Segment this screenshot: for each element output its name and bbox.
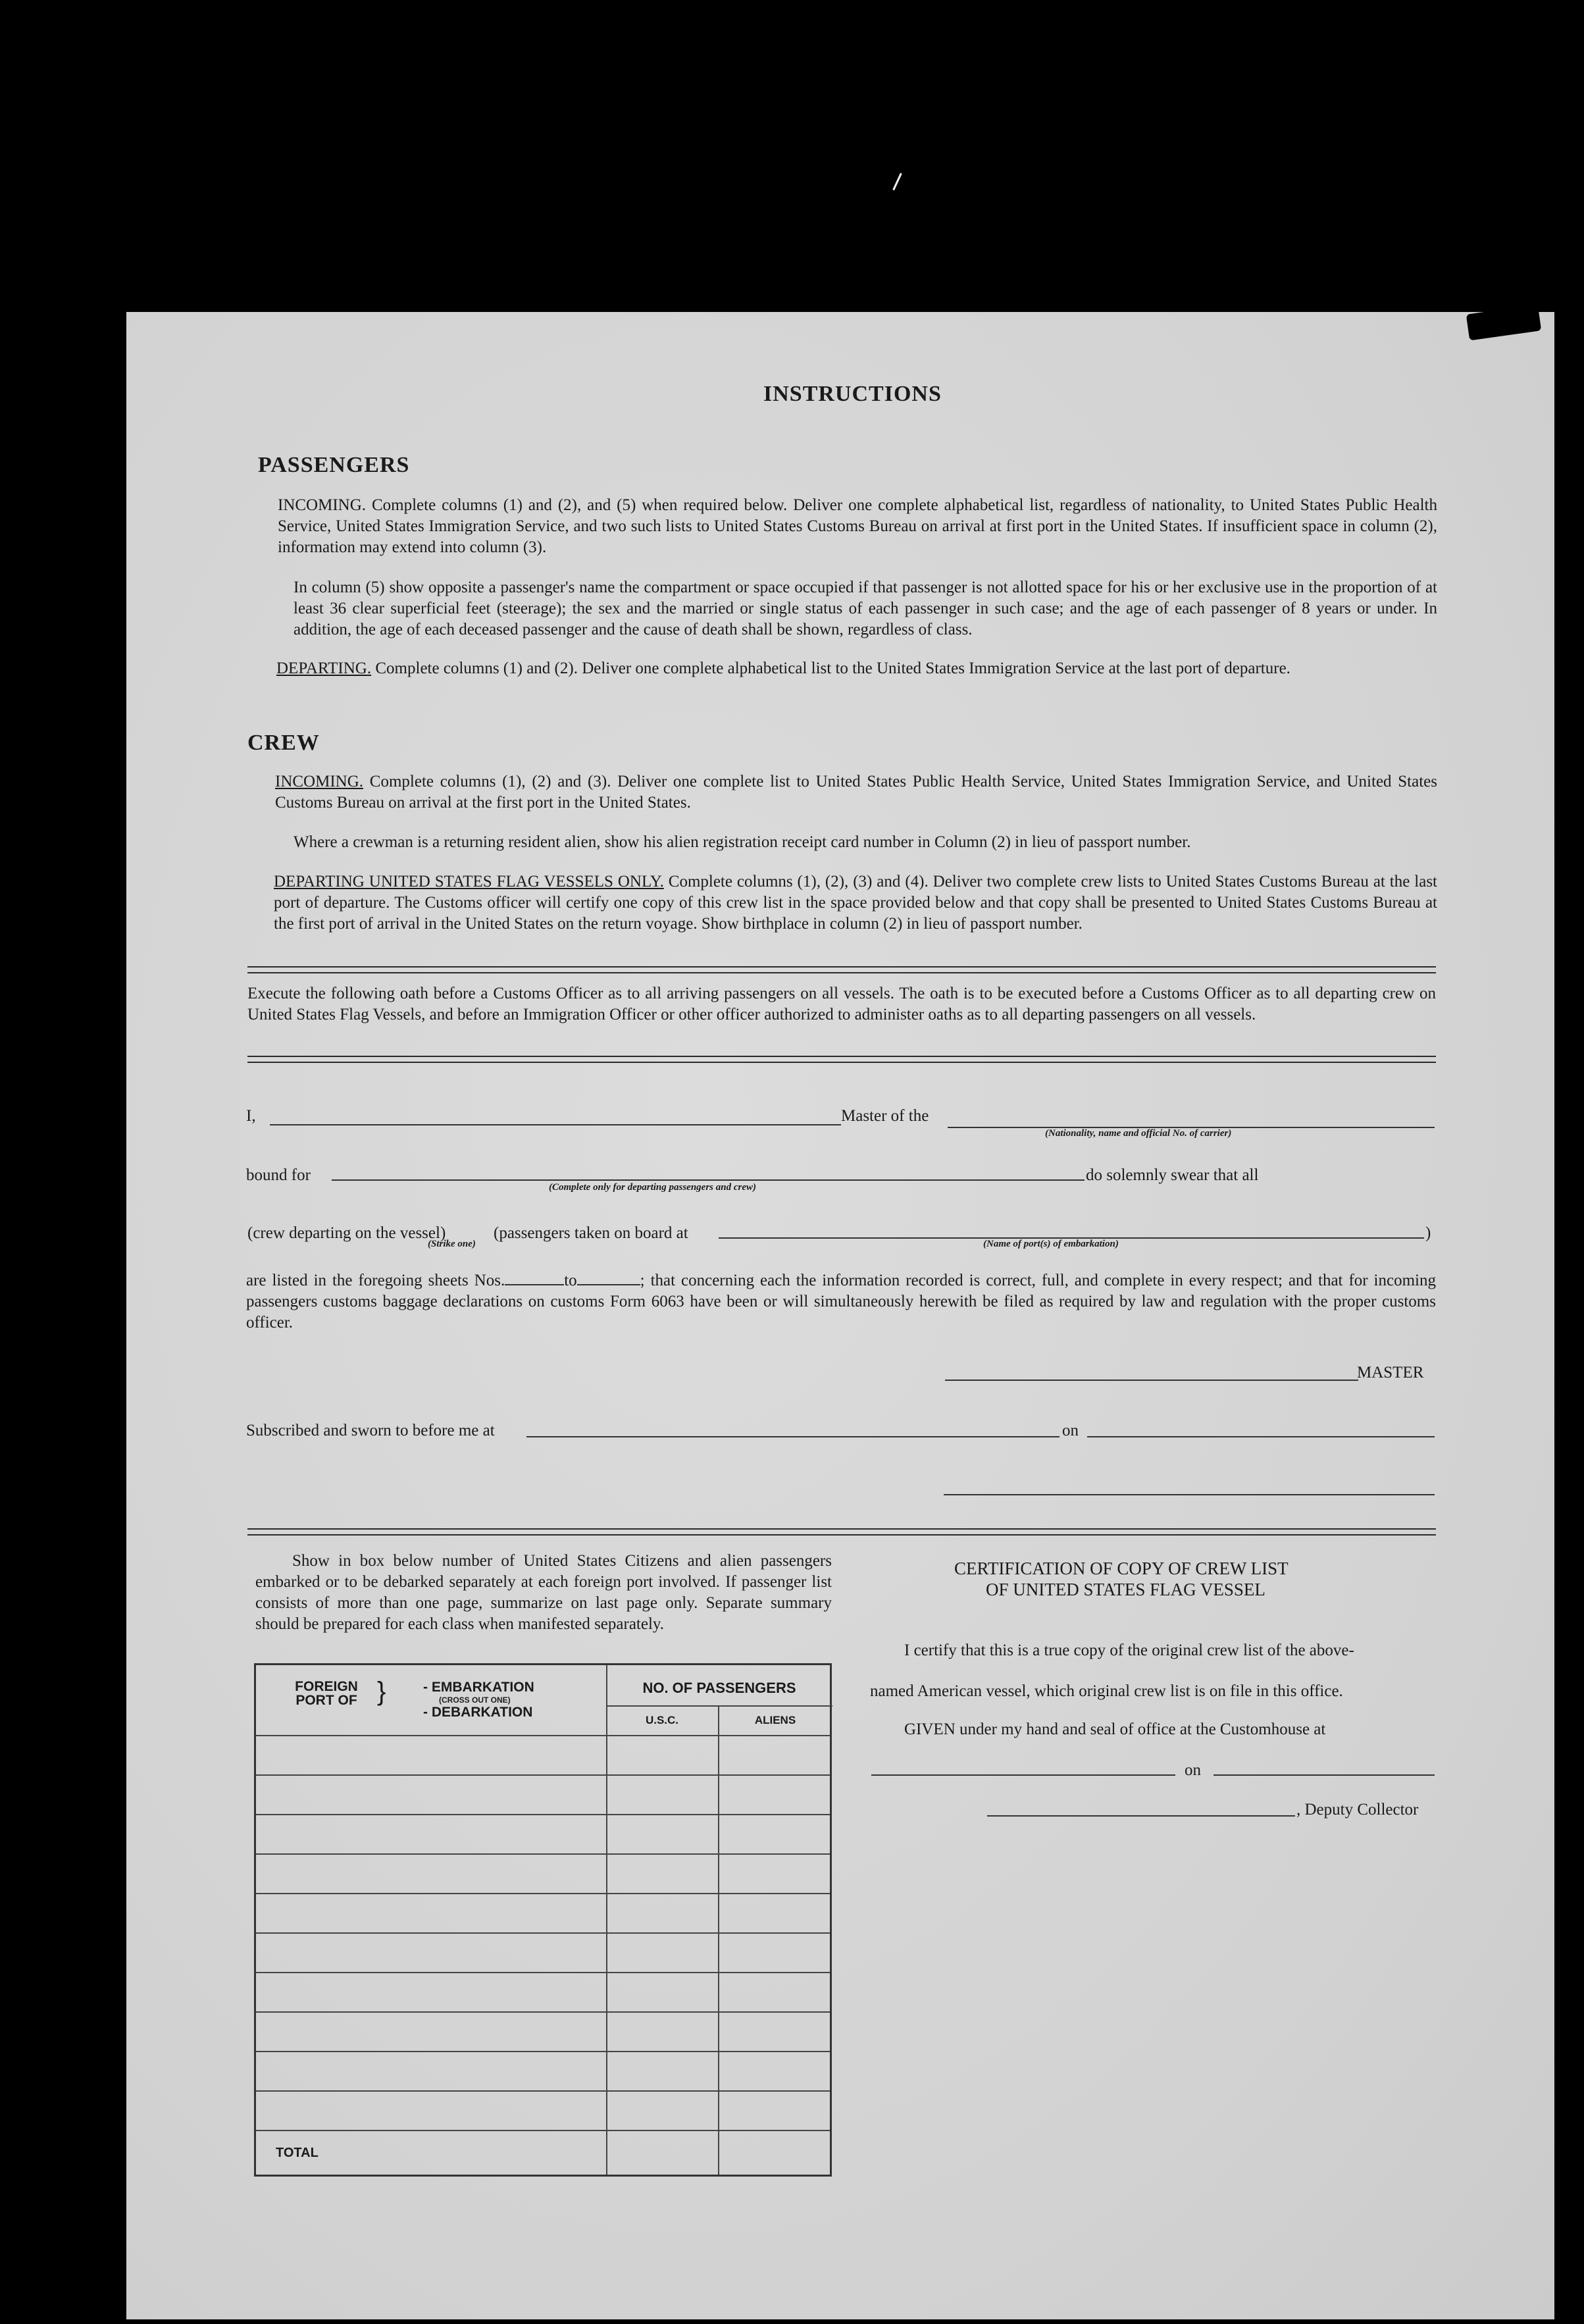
header-split-line [606, 1705, 832, 1707]
table-row[interactable] [256, 2051, 830, 2052]
divider-double [247, 1056, 1436, 1063]
master-name-field[interactable] [270, 1124, 841, 1125]
close-paren: ) [1425, 1224, 1431, 1242]
aliens-header: ALIENS [754, 1714, 796, 1726]
strike-caption: (Strike one) [428, 1239, 476, 1249]
passengers-taken-option: (passengers taken on board at [494, 1224, 688, 1242]
table-row[interactable] [256, 1735, 830, 1736]
section-heading-crew: CREW [247, 731, 320, 755]
certification-title-line1: CERTIFICATION OF COPY OF CREW LIST [954, 1559, 1289, 1578]
table-row[interactable] [256, 1932, 830, 1934]
subscribed-date-field[interactable] [1087, 1436, 1435, 1437]
passengers-incoming-paragraph [278, 495, 1437, 558]
listed-post-text: ; that concerning each the information recorded is correct, full, and complete in every respect; and that for incoming passengers customs baggage declarations on customs Form 6063 have been or will simultaneously herewith be filed as required by law and regulation with the proper customs officer. [246, 1272, 1436, 1331]
master-signature-field[interactable] [945, 1380, 1358, 1381]
subscribed-on-label: on [1062, 1422, 1079, 1439]
passengers-departing-paragraph [276, 658, 1437, 679]
bound-caption: (Complete only for departing passengers and crew) [549, 1182, 756, 1193]
passenger-summary-table [254, 1663, 832, 2177]
listed-pre-text: are listed in the foregoing sheets Nos. [246, 1272, 505, 1289]
oath-i-label: I, [246, 1107, 256, 1125]
passengers-incoming-text: Complete columns (1) and (2), and (5) when required below. Deliver one complete alphabetical list, regardless of nationality, to United States Public Health Service, United States Immigration Service, and two such lists to United States Customs Bureau on arrival at first port in the United States. If insufficient space in column (2), information may extend into column (3). [278, 496, 1438, 556]
bound-for-label: bound for [246, 1166, 311, 1184]
listed-to-text: to [564, 1272, 577, 1289]
ports-caption: (Name of port(s) of embarkation) [983, 1239, 1119, 1249]
sheet-to-field[interactable] [577, 1275, 640, 1285]
table-row[interactable] [256, 1972, 830, 1973]
deputy-signature-field[interactable] [987, 1815, 1295, 1817]
summary-instructions: Show in box below number of United States Citizens and alien passengers embarked or to be debarked separately at each foreign port involved. If passenger list consists of more than one page, summarize on last page only. Separate summary should be prepared for each class when manifested separately. [255, 1552, 832, 1633]
subscribed-place-field[interactable] [526, 1436, 1060, 1437]
master-of-the-label: Master of the [841, 1107, 929, 1125]
debarkation-header: - DEBARKATION [423, 1705, 533, 1720]
scan-mark [892, 173, 902, 191]
subscribed-label: Subscribed and sworn to before me at [246, 1422, 495, 1439]
crew-departing-option: (crew departing on the vessel) [247, 1224, 446, 1242]
passengers-column5-paragraph: In column (5) show opposite a passenger's name the compartment or space occupied if that passenger is not allotted space for his or her exclusive use in the proportion of at least 36 clear superficial feet (steerage); the sex and the married or single status of each passenger in such case; and the age of each passenger of 8 years or under. In addition, the age of each deceased passenger and the cause of death shall be shown, regardless of class. [294, 579, 1437, 638]
usc-header: U.S.C. [645, 1714, 679, 1726]
col-foreign-port-header: FOREIGN PORT OF [295, 1679, 358, 1708]
oath-instructions-paragraph: Execute the following oath before a Customs Officer as to all arriving passengers on all vessels. The oath is to be executed before a Customs Officer as to all departing crew on United States Flag Vessels, and before an Immigration Officer or other officer authorized to administer oaths as to all departing passengers on all vessels. [247, 985, 1436, 1023]
page-title: INSTRUCTIONS [763, 382, 942, 406]
passengers-incoming-label: INCOMING. [278, 496, 367, 514]
section-heading-passengers: PASSENGERS [258, 453, 410, 477]
certification-text-line2: named American vessel, which original crew list is on file in this office. [870, 1682, 1343, 1700]
listed-sheets-paragraph [246, 1270, 1436, 1333]
bound-for-field[interactable] [332, 1179, 1085, 1181]
sheet-from-field[interactable] [505, 1275, 564, 1285]
divider-double [247, 966, 1436, 973]
swear-text: do solemnly swear that all [1086, 1166, 1259, 1184]
crew-resident-paragraph: Where a crewman is a returning resident alien, show his alien registration receipt card number in Column (2) in lieu of passport number. [294, 833, 1191, 851]
table-row[interactable] [256, 1814, 830, 1815]
column-divider [606, 1665, 607, 2175]
crew-incoming-paragraph [275, 771, 1437, 813]
passengers-departing-text: Complete columns (1) and (2). Deliver one complete alphabetical list to the United States Immigration Service at the last port of departure. [375, 659, 1290, 677]
deputy-collector-label: , Deputy Collector [1296, 1801, 1419, 1819]
certification-text-line1: I certify that this is a true copy of the original crew list of the above- [904, 1641, 1354, 1659]
officer-signature-field[interactable] [944, 1494, 1435, 1495]
table-row[interactable] [256, 2011, 830, 2013]
divider-double [247, 1528, 1436, 1536]
table-row[interactable] [256, 1774, 830, 1776]
passengers-departing-label: DEPARTING. [276, 659, 372, 677]
master-label: MASTER [1357, 1364, 1424, 1381]
table-row[interactable] [256, 1853, 830, 1855]
crew-departing-label: DEPARTING UNITED STATES FLAG VESSELS ONLY. [274, 873, 664, 891]
cross-out-note: (CROSS OUT ONE) [439, 1695, 511, 1705]
total-label: TOTAL [276, 2146, 319, 2160]
crew-incoming-text: Complete columns (1), (2) and (3). Deliver one complete list to United States Public Health Service, United States Immigration Service, and United States Customs Bureau on arrival at the first port in the United States. [275, 773, 1437, 812]
brace-icon: } [377, 1677, 386, 1706]
crew-departing-text: Complete columns (1), (2), (3) and (4). Deliver two complete crew lists to United States Customs Bureau at the last port of departure. The Customs officer will certify one copy of this crew list in the space provided below and that copy shall be presented to United States Customs Bureau at the first port of arrival in the United States on the return voyage. Show birthplace in column (2) in lieu of passport number. [274, 873, 1437, 933]
customhouse-field[interactable] [871, 1774, 1175, 1776]
nationality-caption: (Nationality, name and official No. of carrier) [1045, 1128, 1232, 1139]
certification-given-text: GIVEN under my hand and seal of office at the Customhouse at [904, 1720, 1326, 1738]
table-row[interactable] [256, 2090, 830, 2092]
crew-incoming-label: INCOMING. [275, 773, 364, 790]
certification-title-line2: OF UNITED STATES FLAG VESSEL [986, 1580, 1265, 1599]
crew-departing-paragraph [274, 871, 1437, 935]
no-passengers-header: NO. OF PASSENGERS [642, 1680, 796, 1696]
table-row[interactable] [256, 1893, 830, 1894]
certification-on-label: on [1185, 1761, 1201, 1779]
certification-date-field[interactable] [1214, 1774, 1435, 1776]
table-row[interactable] [256, 2130, 830, 2131]
embarkation-header: - EMBARKATION [423, 1680, 534, 1695]
